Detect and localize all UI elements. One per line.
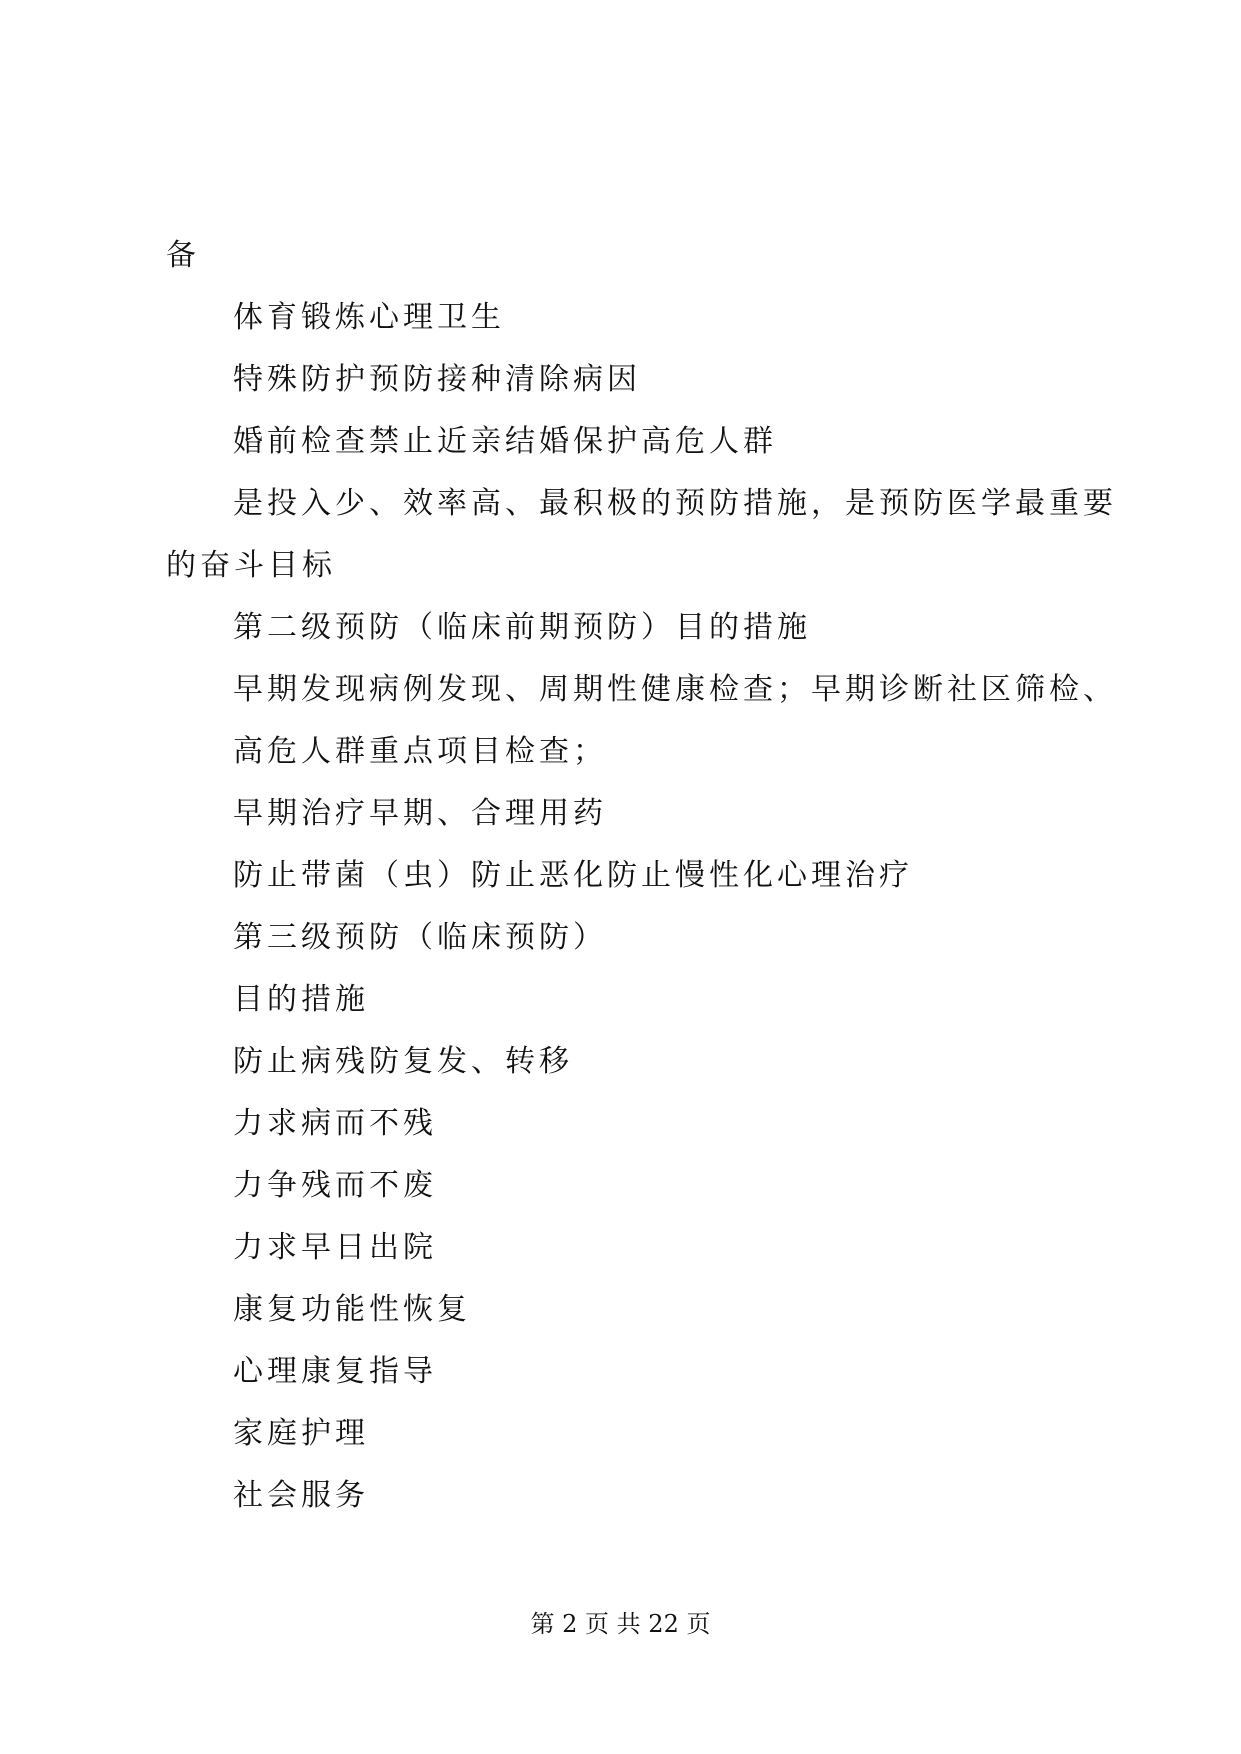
text-line-2: 体育锻炼心理卫生: [233, 300, 505, 335]
text-line-13: 目的措施: [233, 982, 369, 1017]
text-line-12: 第三级预防（临床预防）: [233, 920, 607, 955]
text-line-4: 婚前检查禁止近亲结婚保护高危人群: [233, 424, 777, 459]
text-line-16: 力争残而不废: [233, 1168, 437, 1203]
text-line-18: 康复功能性恢复: [233, 1292, 471, 1327]
page-number-footer: 第 2 页 共 22 页: [530, 1610, 711, 1638]
text-line-15: 力求病而不残: [233, 1106, 437, 1141]
text-line-6: 的奋斗目标: [166, 548, 336, 583]
text-line-1: 备: [166, 238, 200, 273]
text-line-17: 力求早日出院: [233, 1230, 437, 1265]
text-line-19: 心理康复指导: [233, 1354, 437, 1389]
text-line-5: 是投入少、效率高、最积极的预防措施，是预防医学最重要: [233, 486, 1117, 521]
text-line-21: 社会服务: [233, 1478, 369, 1513]
text-line-9: 高危人群重点项目检查；: [233, 734, 607, 769]
text-line-3: 特殊防护预防接种清除病因: [233, 362, 641, 397]
text-line-20: 家庭护理: [233, 1416, 369, 1451]
text-line-11: 防止带菌（虫）防止恶化防止慢性化心理治疗: [233, 858, 913, 893]
text-line-7: 第二级预防（临床前期预防）目的措施: [233, 610, 811, 645]
text-line-10: 早期治疗早期、合理用药: [233, 796, 607, 831]
text-line-14: 防止病残防复发、转移: [233, 1044, 573, 1079]
text-line-8: 早期发现病例发现、周期性健康检查；早期诊断社区筛检、: [233, 672, 1117, 707]
